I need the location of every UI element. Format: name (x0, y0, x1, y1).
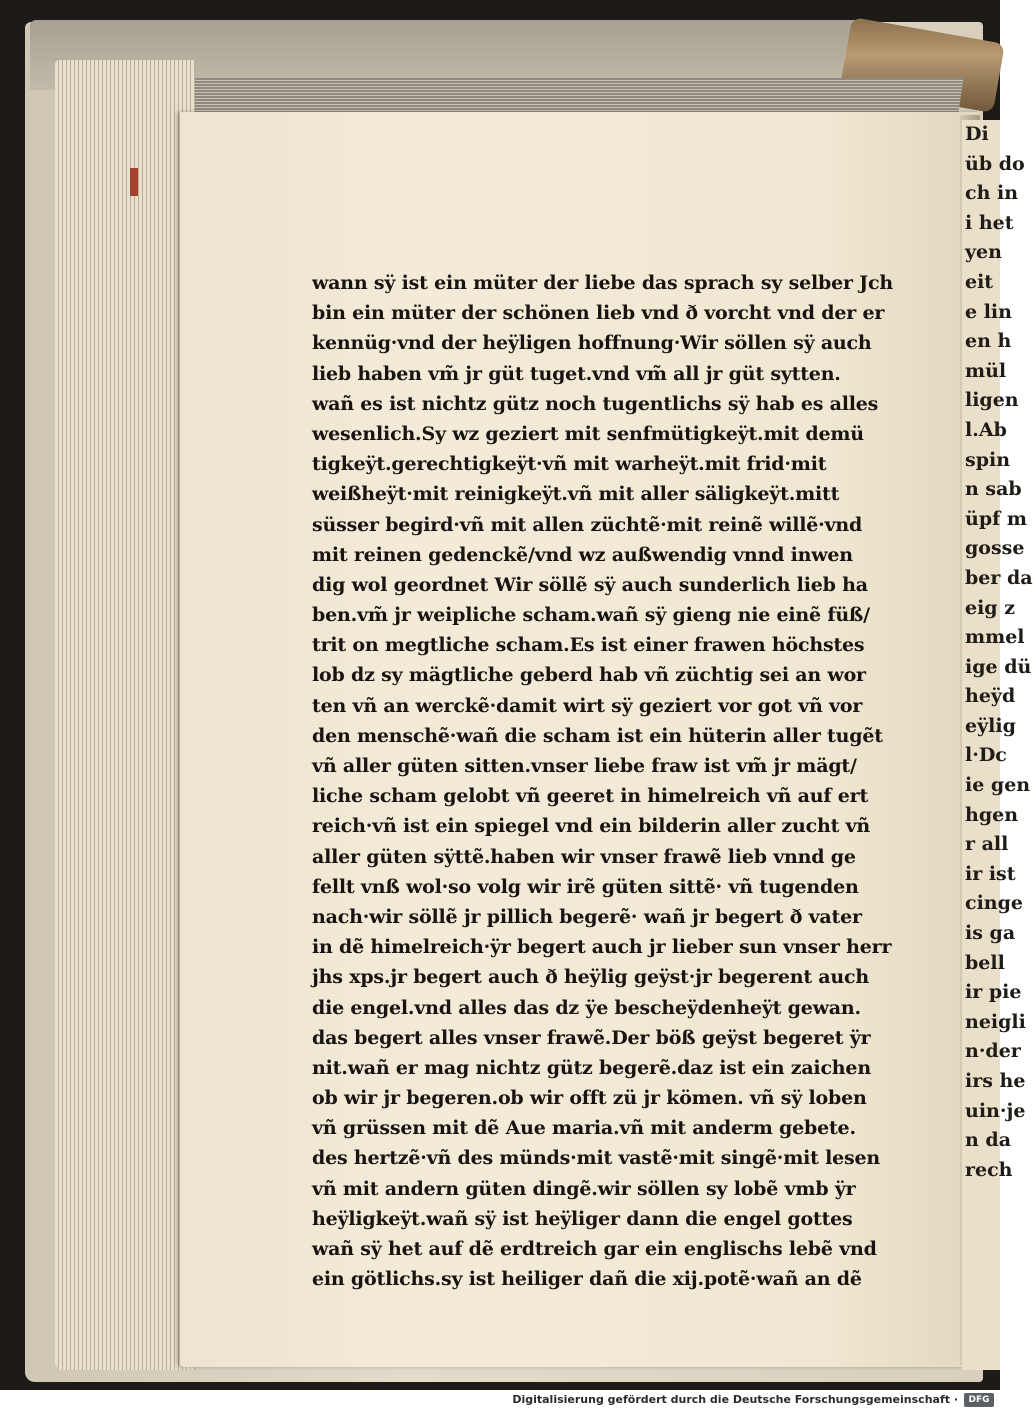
facing-text-fragment: cinge (965, 892, 1023, 915)
facing-text-fragment: en h (965, 330, 1012, 353)
facing-text-fragment: spin (965, 448, 1011, 471)
text-line: mit reinen gedenckẽ/vnd wz außwendig vnnd inwen (312, 543, 853, 566)
text-line: die engel.vnd alles das dz ÿe bescheÿdenheÿt gewan. (312, 996, 861, 1019)
facing-text-fragment: irs he (965, 1070, 1026, 1092)
facing-page (962, 120, 1033, 1370)
text-line: lieb haben vm̃ jr güt tuget.vnd vm̃ all jr güt sytten. (312, 362, 841, 385)
text-line: wañ sÿ het auf dẽ erdtreich gar ein englischs lebẽ vnd (312, 1238, 877, 1260)
red-bookmark (130, 168, 138, 196)
text-line: weißheÿt·mit reinigkeÿt.vñ mit aller säligkeÿt.mitt (312, 483, 840, 506)
text-line: dig wol geordnet Wir söllẽ sÿ auch sunderlich lieb ha (312, 573, 868, 596)
text-line: kennüg·vnd der heÿligen hoffnung·Wir söllen sÿ auch (312, 332, 872, 355)
text-line: bin ein müter der schönen lieb vnd ð vorcht vnd der er (312, 302, 885, 325)
facing-text-fragment: ige dü (965, 655, 1032, 678)
facing-text-fragment: n da (965, 1129, 1012, 1152)
text-line: wesenlich.Sy wz geziert mit senfmütigkeÿt.mit demü (312, 422, 864, 445)
facing-text-fragment: eÿlig (965, 714, 1016, 737)
text-line: den menschẽ·wañ die scham ist ein hüterin aller tugẽt (312, 724, 883, 747)
page-edges-left (55, 60, 195, 1370)
facing-text-fragment: l·Dc (965, 744, 1007, 767)
facing-text-fragment: neigli (965, 1010, 1026, 1033)
facing-text-fragment: üb do (965, 152, 1025, 175)
text-line: süsser begird·vñ mit allen züchtẽ·mit reinẽ willẽ·vnd (312, 513, 863, 536)
text-line: trit on megtliche scham.Es ist einer frawen höchstes (312, 634, 865, 657)
page-text-block (312, 268, 902, 1294)
text-line: in dẽ himelreich·ÿr begert auch jr lieber sun vnser herr (312, 936, 892, 959)
text-line: liche scham gelobt vñ geeret in himelreich vñ auf ert (312, 785, 869, 808)
facing-text-fragment: n·der (965, 1040, 1021, 1063)
facing-text-fragment: eit (965, 270, 994, 293)
text-line: nach·wir söllẽ jr pillich begerẽ· wañ jr begert ð vater (312, 905, 862, 928)
facing-text-fragment: l.Ab (965, 418, 1007, 441)
text-line: wann sÿ ist ein müter der liebe das sprach sy selber Jch (312, 272, 893, 294)
text-line: tigkeÿt.gerechtigkeÿt·vñ mit warheÿt.mit frid·mit (312, 453, 827, 476)
facing-text-fragment: e lin (965, 300, 1012, 323)
text-line: vñ grüssen mit dẽ Aue maria.vñ mit anderm gebete. (312, 1117, 856, 1140)
facing-text-fragment: yen (965, 241, 1002, 264)
facing-text-fragment: ie gen (965, 774, 1031, 797)
funding-credit: Digitalisierung gefördert durch die Deutsche Forschungsgemeinschaft · (512, 1393, 958, 1406)
text-line: des hertzẽ·vñ des münds·mit vastẽ·mit singẽ·mit lesen (312, 1147, 881, 1170)
facing-text-fragment: ir ist (965, 862, 1016, 885)
facing-text-fragment: r all (965, 833, 1009, 856)
facing-text-fragment: i het (965, 211, 1014, 234)
facing-text-fragment: eig z (965, 596, 1015, 619)
facing-text-fragment: ch in (965, 182, 1019, 205)
text-line: vñ aller güten sitten.vnser liebe fraw ist vm̃ jr mägt/ (312, 755, 857, 777)
facing-text-fragment: rech (965, 1158, 1013, 1181)
text-line: vñ mit andern güten dingẽ.wir söllen sy lobẽ vmb ÿr (312, 1177, 856, 1200)
text-line: lob dz sy mägtliche geberd hab vñ züchtig sei an wor (312, 664, 866, 687)
text-line: jhs xps.jr begert auch ð heÿlig geÿst·jr begerent auch (312, 966, 870, 989)
footer-bar (0, 1390, 1000, 1411)
text-line: ob wir jr begeren.ob wir offt zü jr kömen. vñ sÿ loben (312, 1087, 867, 1110)
facing-text-fragment: ir pie (965, 981, 1022, 1004)
facing-text-fragment: uin·je (965, 1099, 1026, 1122)
text-line: heÿligkeÿt.wañ sÿ ist heÿliger dann die engel gottes (312, 1207, 853, 1230)
facing-text-fragment: üpf m (965, 507, 1027, 530)
facing-text-fragment: ber da (965, 566, 1033, 589)
text-line: ein götlichs.sy ist heiliger dañ die xij.potẽ·wañ an dẽ (312, 1268, 862, 1291)
text-line: wañ es ist nichtz gütz noch tugentlichs sÿ hab es alles (312, 392, 879, 415)
facing-text-fragment: bell (965, 951, 1005, 974)
facing-text-fragment: mül (965, 359, 1007, 382)
facing-text-fragment: heÿd (965, 685, 1016, 708)
facing-text-fragment: ligen (965, 389, 1019, 412)
text-line: fellt vnß wol·so volg wir irẽ güten sittẽ· vñ tugenden (312, 875, 859, 898)
text-line: ten vñ an werckẽ·damit wirt sÿ geziert vor got vñ vor (312, 694, 863, 717)
facing-text-fragment: Di (965, 123, 989, 145)
facing-text-fragment: n sab (965, 478, 1022, 501)
text-line: reich·vñ ist ein spiegel vnd ein bilderin aller zucht vñ (312, 815, 871, 838)
dfg-logo: DFG (964, 1393, 994, 1407)
facing-text-fragment: hgen (965, 803, 1019, 826)
text-line: ben.vm̃ jr weipliche scham.wañ sÿ gieng nie einẽ füß/ (312, 604, 870, 627)
facing-text-fragment: is ga (965, 922, 1016, 945)
text-line: aller güten sÿttẽ.haben wir vnser frawẽ lieb vnnd ge (312, 845, 856, 868)
facing-text-fragment: mmel (965, 626, 1025, 649)
text-line: nit.wañ er mag nichtz gütz begerẽ.daz ist ein zaichen (312, 1056, 871, 1079)
facing-text-fragment: gosse (965, 537, 1025, 560)
text-line: das begert alles vnser frawẽ.Der böß geÿst begeret ÿr (312, 1026, 871, 1049)
